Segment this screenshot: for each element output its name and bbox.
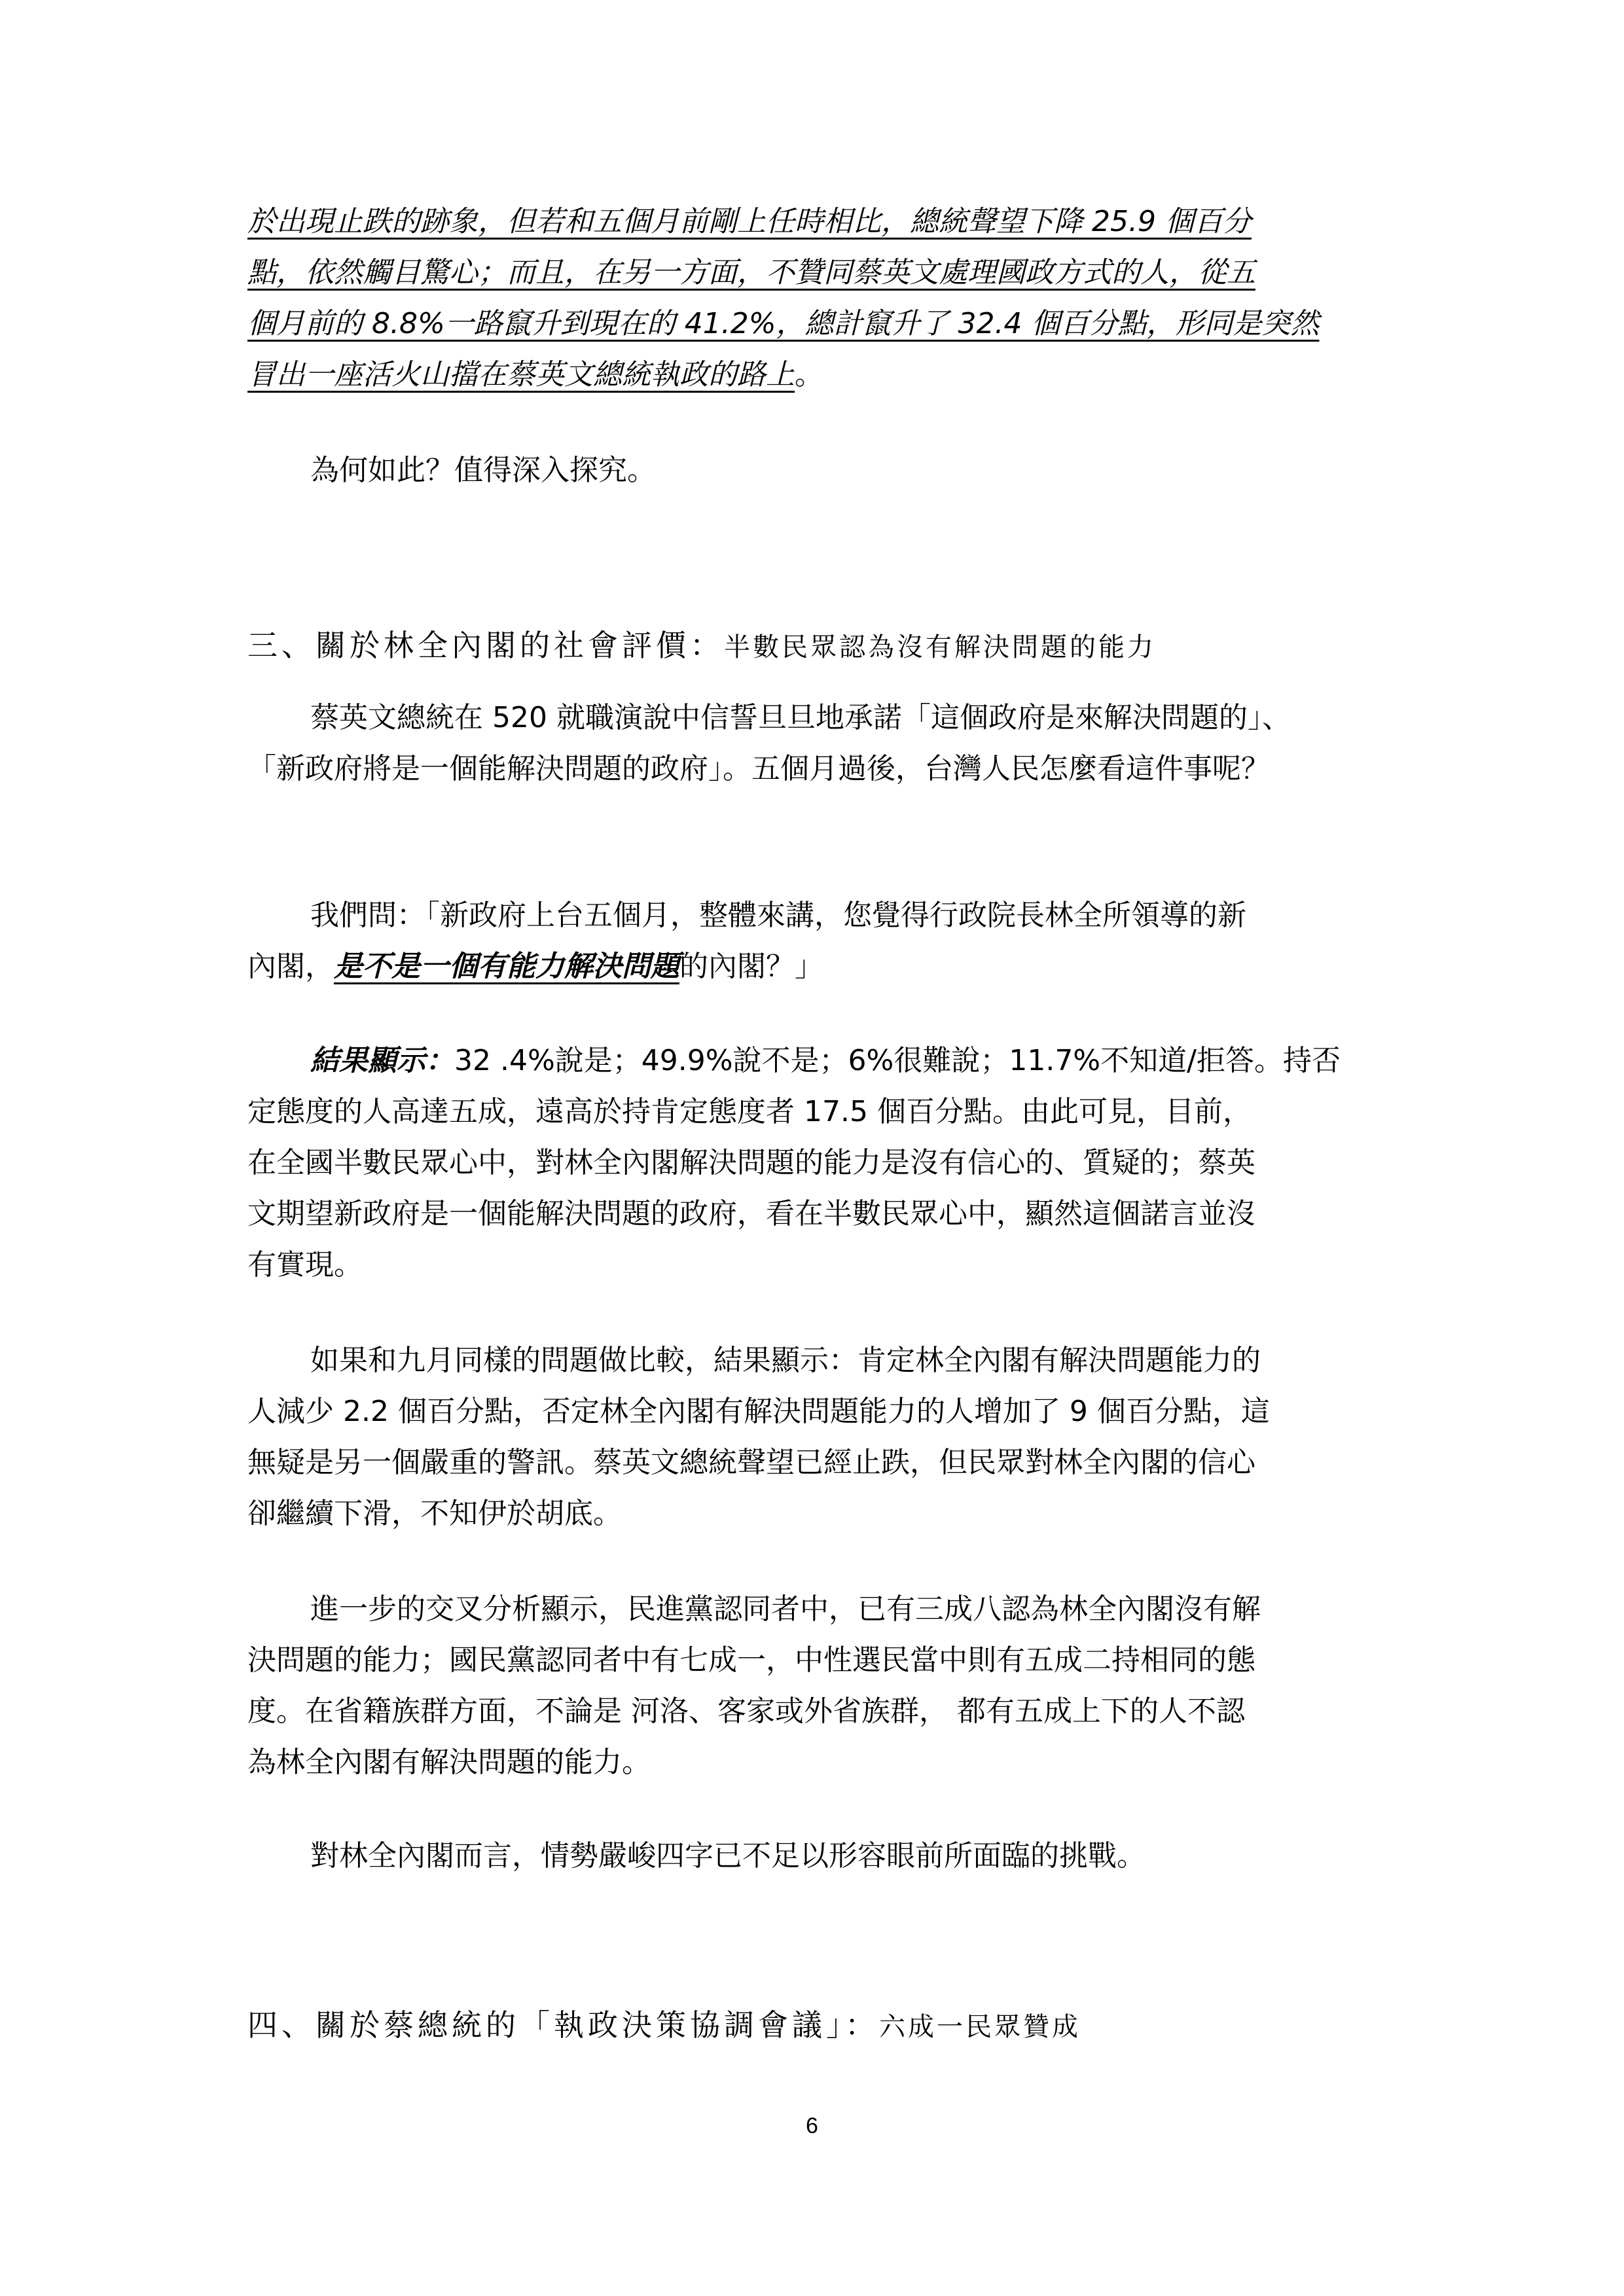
question-text: 為何如此？值得深入探究。 bbox=[310, 454, 656, 487]
paragraph-text: 的內閣？」 bbox=[679, 950, 823, 983]
section-4-heading bbox=[247, 2000, 1081, 2053]
paragraph-line: 在全國半數民眾心中，對林全內閣解決問題的能力是沒有信心的、質疑的；蔡英 bbox=[247, 1146, 1255, 1179]
paragraph-line: 度。在省籍族群方面，不論是 河洛、客家或外省族群， 都有五成上下的人不認 bbox=[247, 1695, 1245, 1728]
paragraph-line: 蔡英文總統在 520 就職演說中信誓旦旦地承諾「這個政府是來解決問題的」、 bbox=[310, 701, 1291, 734]
emphasized-question: 是不是一個有能力解決問題 bbox=[334, 950, 679, 983]
paragraph-line: 卻繼續下滑，不知伊於胡底。 bbox=[247, 1497, 622, 1530]
section-3-paragraph-2 bbox=[247, 890, 1390, 992]
paragraph-line bbox=[247, 941, 1390, 992]
paragraph-line: 文期望新政府是一個能解決問題的政府，看在半數民眾心中，顯然這個諾言並沒 bbox=[247, 1197, 1255, 1230]
section-3-heading bbox=[247, 620, 1156, 673]
section-3-paragraph-4 bbox=[247, 1335, 1390, 1539]
intro-line: 於出現止跌的跡象，但若和五個月前剛上任時相比，總統聲望下降 25.9 個百分 bbox=[247, 205, 1252, 238]
section-3-heading-sub: 半數民眾認為沒有解決問題的能力 bbox=[724, 632, 1156, 662]
paragraph-line bbox=[247, 1035, 1390, 1086]
paragraph-line: 決問題的能力；國民黨認同者中有七成一，中性選民當中則有五成二持相同的態 bbox=[247, 1643, 1255, 1677]
intro-line: 點，依然觸目驚心；而且，在另一方面，不贊同蔡英文處理國政方式的人，從五 bbox=[247, 256, 1255, 289]
intro-line-last bbox=[247, 350, 1390, 401]
paragraph-line: 對林全內閣而言，情勢嚴峻四字已不足以形容眼前所面臨的挑戰。 bbox=[310, 1839, 1146, 1873]
paragraph-text: 內閣， bbox=[247, 950, 334, 983]
section-3-paragraph-1 bbox=[247, 692, 1390, 795]
paragraph-line: 「新政府將是一個能解決問題的政府」。五個月過後，台灣人民怎麼看這件事呢？ bbox=[247, 752, 1270, 785]
results-label: 結果顯示： bbox=[310, 1044, 454, 1077]
section-3-paragraph-5 bbox=[247, 1584, 1390, 1788]
section-3-results-paragraph bbox=[247, 1035, 1390, 1291]
intro-line: 冒出一座活火山擋在蔡英文總統執政的路上 bbox=[247, 358, 795, 391]
paragraph-line: 有實現。 bbox=[247, 1248, 363, 1282]
question-paragraph bbox=[310, 445, 1453, 496]
section-4-heading-sub: 六成一民眾贊成 bbox=[879, 2012, 1081, 2042]
paragraph-line: 人減少 2.2 個百分點，否定林全內閣有解決問題能力的人增加了 9 個百分點，這 bbox=[247, 1395, 1270, 1428]
section-4-heading-main: 四、關於蔡總統的「執政決策協調會議」： bbox=[247, 2007, 879, 2043]
paragraph-line: 定態度的人高達五成，遠高於持肯定態度者 17.5 個百分點。由此可見，目前， bbox=[247, 1095, 1252, 1128]
paragraph-text: 32 .4%說是；49.9%說不是；6%很難說；11.7%不知道/拒答。持否 bbox=[454, 1044, 1341, 1077]
intro-paragraph bbox=[247, 196, 1390, 401]
paragraph-line: 如果和九月同樣的問題做比較，結果顯示：肯定林全內閣有解決問題能力的 bbox=[310, 1344, 1261, 1377]
intro-line: 個月前的 8.8%一路竄升到現在的 41.2%，總計竄升了 32.4 個百分點，形同是突然 bbox=[247, 307, 1320, 340]
page-number: 6 bbox=[806, 2113, 818, 2138]
intro-end-punct: 。 bbox=[795, 358, 823, 391]
section-3-paragraph-6 bbox=[247, 1831, 1390, 1882]
paragraph-line: 進一步的交叉分析顯示，民進黨認同者中，已有三成八認為林全內閣沒有解 bbox=[310, 1592, 1261, 1626]
section-3-heading-main: 三、關於林全內閣的社會評價： bbox=[247, 628, 724, 663]
paragraph-line: 為林全內閣有解決問題的能力。 bbox=[247, 1746, 651, 1779]
paragraph-line: 無疑是另一個嚴重的警訊。蔡英文總統聲望已經止跌，但民眾對林全內閣的信心 bbox=[247, 1446, 1255, 1479]
paragraph-line: 我們問：「新政府上台五個月，整體來講，您覺得行政院長林全所領導的新 bbox=[310, 899, 1246, 932]
